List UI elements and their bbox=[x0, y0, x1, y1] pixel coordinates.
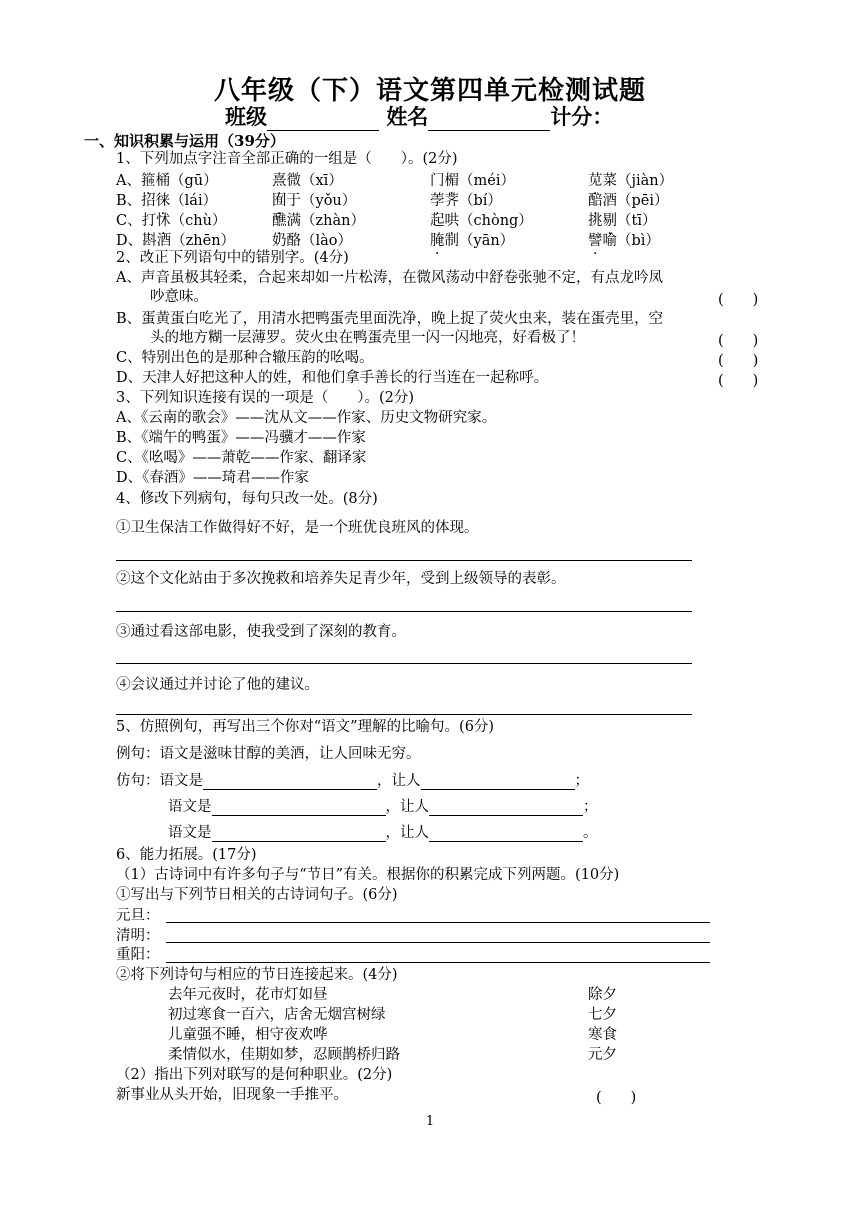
q4-sentence-2: ②这个文化站由于多次挽救和培养失足青少年，受到上级领导的表彰。 bbox=[116, 571, 566, 587]
answer-line[interactable] bbox=[166, 922, 710, 923]
class-field[interactable] bbox=[267, 110, 379, 131]
name-label: 姓名 bbox=[386, 105, 429, 129]
q6-part-2: （2）指出下列对联写的是何种职业。(2分) bbox=[116, 1067, 393, 1083]
question-2-stem: 2、改正下列语句中的错别字。(4分) bbox=[116, 250, 349, 266]
poem-line: 去年元夜时，花市灯如昼 bbox=[168, 987, 328, 1003]
option-c-3: 起哄（chòng） bbox=[430, 213, 533, 229]
answer-paren[interactable]: ( ) bbox=[718, 292, 759, 308]
question-3-stem: 3、下列知识连接有误的一项是（ ）。(2分) bbox=[116, 390, 415, 406]
q3-option-b: B、《端午的鸭蛋》——冯骥才——作家 bbox=[116, 430, 366, 446]
q6-part-1: （1）古诗词中有许多句子与“节日”有关。根据你的积累完成下列两题。(10分) bbox=[116, 867, 620, 883]
q6-part-1a: ①写出与下列节日相关的古诗词句子。(6分) bbox=[116, 887, 398, 903]
question-6-stem: 6、能力拓展。(17分) bbox=[116, 847, 257, 863]
punctuation: ； bbox=[583, 799, 598, 815]
question-5-stem: 5、仿照例句，再写出三个你对“语文”理解的比喻句。(6分) bbox=[116, 719, 495, 735]
option-d-3: 腌制（yān） bbox=[430, 233, 515, 249]
class-label: 班级 bbox=[225, 105, 267, 129]
answer-line[interactable] bbox=[116, 663, 692, 664]
option-b-1: B、招徕（lái） bbox=[116, 193, 218, 209]
holiday-item[interactable]: 除夕 bbox=[588, 987, 617, 1003]
option-a-2: 熹微（xī） bbox=[272, 173, 343, 189]
question-4-stem: 4、修改下列病句，每句只改一处。(8分) bbox=[116, 491, 378, 507]
poem-line: 初过寒食一百六，店舍无烟宫树绿 bbox=[168, 1007, 386, 1023]
prompt-text: 语文是 bbox=[168, 799, 212, 815]
q3-option-c: C、《吆喝》——萧乾——作家、翻译家 bbox=[116, 450, 367, 466]
question-1-stem: 1、下列加点字注音全部正确的一组是（ ）。(2分) bbox=[116, 151, 458, 167]
q2-sentence-b: B、蛋黄蛋白吃光了，用清水把鸭蛋壳里面洗净，晚上捉了荧火虫来，装在蛋壳里，空 bbox=[116, 311, 664, 327]
punctuation: ； bbox=[574, 773, 589, 789]
page-title: 八年级（下）语文第四单元检测试题 bbox=[213, 76, 646, 106]
holiday-item[interactable]: 元夕 bbox=[588, 1047, 617, 1063]
poem-line: 柔情似水，佳期如梦，忍顾鹊桥归路 bbox=[168, 1047, 400, 1063]
q5-imitate-3 bbox=[168, 824, 598, 842]
festival-label: 重阳： bbox=[116, 947, 160, 963]
option-b-3: 荸荠（bí） bbox=[430, 193, 502, 209]
option-b-4: 醅酒（pēi） bbox=[588, 193, 669, 209]
imitate-label: 仿句： bbox=[116, 773, 160, 789]
blank-field[interactable] bbox=[212, 801, 386, 816]
option-d-1: D、斟酒（zhēn） bbox=[116, 233, 236, 249]
q4-sentence-3: ③通过看这部电影，使我受到了深刻的教育。 bbox=[116, 624, 406, 640]
section-heading: 一、知识积累与运用（39分） bbox=[84, 132, 285, 150]
poem-line: 儿童强不睡，相守夜欢哗 bbox=[168, 1027, 328, 1043]
score-label: 计分： bbox=[550, 105, 614, 129]
option-d-2: 奶酪（lào） bbox=[272, 233, 353, 249]
header-fields bbox=[225, 101, 613, 131]
blank-field[interactable] bbox=[429, 827, 583, 842]
answer-paren[interactable]: ( ) bbox=[596, 1090, 637, 1106]
festival-label: 元旦： bbox=[116, 908, 160, 924]
q3-option-a: A、《云南的歌会》——沈从文——作家、历史文物研究家。 bbox=[116, 410, 497, 426]
name-field[interactable] bbox=[428, 110, 550, 131]
option-d-4: 譬喻（bì） bbox=[588, 233, 660, 249]
prompt-text: 语文是 bbox=[168, 825, 212, 841]
q3-option-d: D、《春酒》——琦君——作家 bbox=[116, 470, 309, 486]
answer-line[interactable] bbox=[116, 611, 692, 612]
answer-paren[interactable]: ( ) bbox=[718, 353, 759, 369]
option-b-2: 囿于（yǒu） bbox=[272, 193, 357, 209]
q2-sentence-c: C、特别出色的是那种合辙压韵的吆喝。 bbox=[116, 350, 374, 366]
q2-sentence-d: D、天津人好把这种人的姓，和他们拿手善长的行当连在一起称呼。 bbox=[116, 370, 549, 386]
option-a-4: 苋菜（jiàn） bbox=[588, 173, 674, 189]
couplet-text: 新事业从头开始，旧现象一手推平。 bbox=[116, 1087, 348, 1103]
holiday-item[interactable]: 寒食 bbox=[588, 1027, 617, 1043]
q2-sentence-a-cont: 吵意味。 bbox=[150, 289, 208, 305]
q6-part-1b: ②将下列诗句与相应的节日连接起来。(4分) bbox=[116, 967, 398, 983]
answer-line[interactable] bbox=[166, 942, 710, 943]
q5-example: 例句：语文是滋味甘醇的美酒，让人回味无穷。 bbox=[116, 746, 421, 762]
answer-line[interactable] bbox=[116, 560, 692, 561]
festival-label: 清明： bbox=[116, 928, 160, 944]
q2-sentence-a: A、声音虽极其轻柔，合起来却如一片松涛，在微风荡动中舒卷张驰不定，有点龙吟凤 bbox=[116, 270, 663, 286]
prompt-text: ，让人 bbox=[385, 825, 429, 841]
option-c-1: C、打怵（chù） bbox=[116, 213, 227, 229]
answer-paren[interactable]: ( ) bbox=[718, 373, 759, 389]
blank-field[interactable] bbox=[212, 827, 386, 842]
answer-paren[interactable]: ( ) bbox=[718, 333, 759, 349]
q5-imitate-1 bbox=[116, 772, 589, 790]
blank-field[interactable] bbox=[421, 775, 575, 790]
option-c-2: 醮满（zhàn） bbox=[272, 213, 365, 229]
q2-sentence-b-cont: 头的地方糊一层薄罗。荧火虫在鸭蛋壳里一闪一闪地亮，好看极了！ bbox=[150, 330, 585, 346]
q4-sentence-4: ④会议通过并讨论了他的建议。 bbox=[116, 677, 319, 693]
blank-field[interactable] bbox=[203, 775, 377, 790]
holiday-item[interactable]: 七夕 bbox=[588, 1007, 617, 1023]
prompt-text: 语文是 bbox=[159, 773, 203, 789]
q5-imitate-2 bbox=[168, 798, 598, 816]
punctuation: 。 bbox=[583, 825, 598, 841]
option-c-4: 挑剔（tī） bbox=[588, 213, 657, 229]
option-a-1: A、箍桶（gū） bbox=[116, 173, 218, 189]
option-a-3: 门楣（méi） bbox=[430, 173, 515, 189]
prompt-text: ，让人 bbox=[377, 773, 421, 789]
answer-line[interactable] bbox=[166, 962, 710, 963]
blank-field[interactable] bbox=[429, 801, 583, 816]
q4-sentence-1: ①卫生保洁工作做得好不好，是一个班优良班风的体现。 bbox=[116, 520, 479, 536]
prompt-text: ，让人 bbox=[385, 799, 429, 815]
page-number: 1 bbox=[425, 1114, 435, 1129]
answer-line[interactable] bbox=[116, 714, 692, 715]
